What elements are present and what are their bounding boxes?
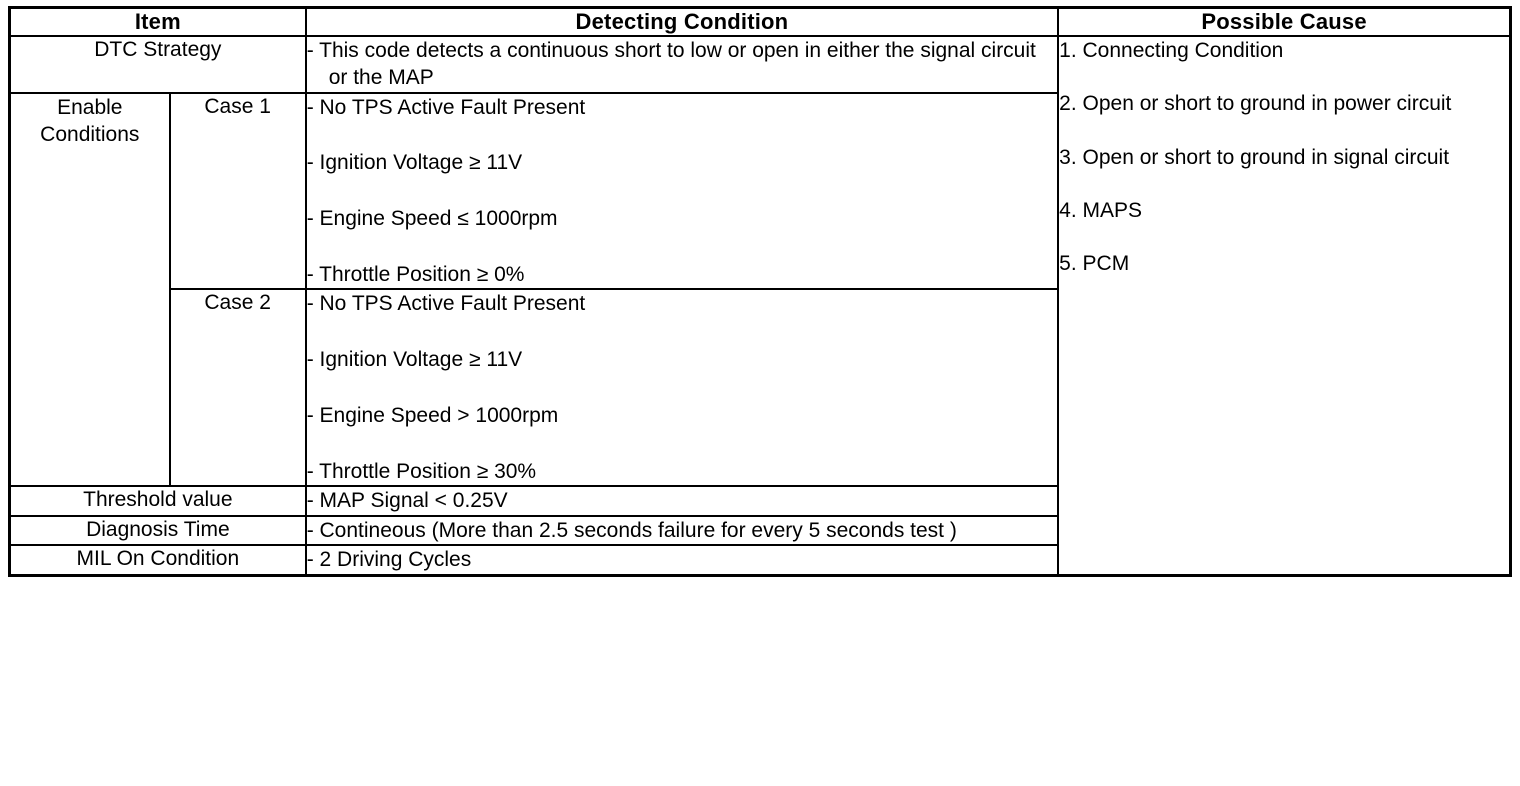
cell-condition-mil-on-condition	[306, 545, 1058, 575]
cell-item-diagnosis-time: Diagnosis Time	[10, 516, 306, 545]
condition-text: - This code detects a continuous short to low or open in either the signal circuit or the MAP	[306, 39, 1036, 90]
table-row-dtc-strategy	[10, 36, 1511, 93]
cell-item-enable-conditions	[10, 93, 170, 487]
table-header-row	[10, 8, 1511, 37]
cause-item-5: 5. PCM	[1059, 252, 1130, 276]
case2-condition-3: - Engine Speed > 1000rpm	[306, 403, 559, 427]
case1-condition-4: - Throttle Position ≥ 0%	[306, 262, 525, 286]
case1-condition-1: - No TPS Active Fault Present	[306, 95, 586, 119]
cause-item-3: 3. Open or short to ground in signal circuit	[1059, 145, 1450, 169]
cell-case1-conditions	[306, 93, 1058, 290]
cause-item-2: 2. Open or short to ground in power circuit	[1059, 92, 1452, 116]
cell-case2-label: Case 2	[170, 289, 306, 486]
cause-item-4: 4. MAPS	[1059, 198, 1143, 222]
cell-item-dtc-strategy: DTC Strategy	[10, 36, 306, 93]
case2-condition-1: - No TPS Active Fault Present	[306, 292, 586, 316]
dtc-detection-table	[8, 6, 1512, 577]
cell-condition-dtc-strategy	[306, 36, 1058, 93]
header-possible-cause: Possible Cause	[1058, 8, 1510, 37]
header-detecting-condition: Detecting Condition	[306, 8, 1058, 37]
header-item: Item	[10, 8, 306, 37]
cell-item-mil-on-condition: MIL On Condition	[10, 545, 306, 575]
case2-condition-4: - Throttle Position ≥ 30%	[306, 459, 537, 483]
cell-case2-conditions	[306, 289, 1058, 486]
case1-condition-3: - Engine Speed ≤ 1000rpm	[306, 207, 558, 231]
condition-text: - MAP Signal < 0.25V	[306, 489, 508, 513]
cell-possible-cause	[1058, 36, 1510, 576]
cause-item-1: 1. Connecting Condition	[1059, 39, 1284, 62]
cell-item-threshold-value: Threshold value	[10, 486, 306, 516]
possible-cause-list	[1059, 37, 1509, 277]
condition-text: - 2 Driving Cycles	[306, 548, 472, 572]
case2-condition-2: - Ignition Voltage ≥ 11V	[306, 348, 523, 372]
condition-text: - Contineous (More than 2.5 seconds failure for every 5 seconds test )	[306, 519, 957, 543]
cell-condition-threshold-value	[306, 486, 1058, 516]
case1-condition-2: - Ignition Voltage ≥ 11V	[306, 151, 523, 175]
cell-case1-label: Case 1	[170, 93, 306, 290]
cell-condition-diagnosis-time	[306, 516, 1058, 545]
enable-conditions-label: Enable Conditions	[40, 95, 140, 146]
